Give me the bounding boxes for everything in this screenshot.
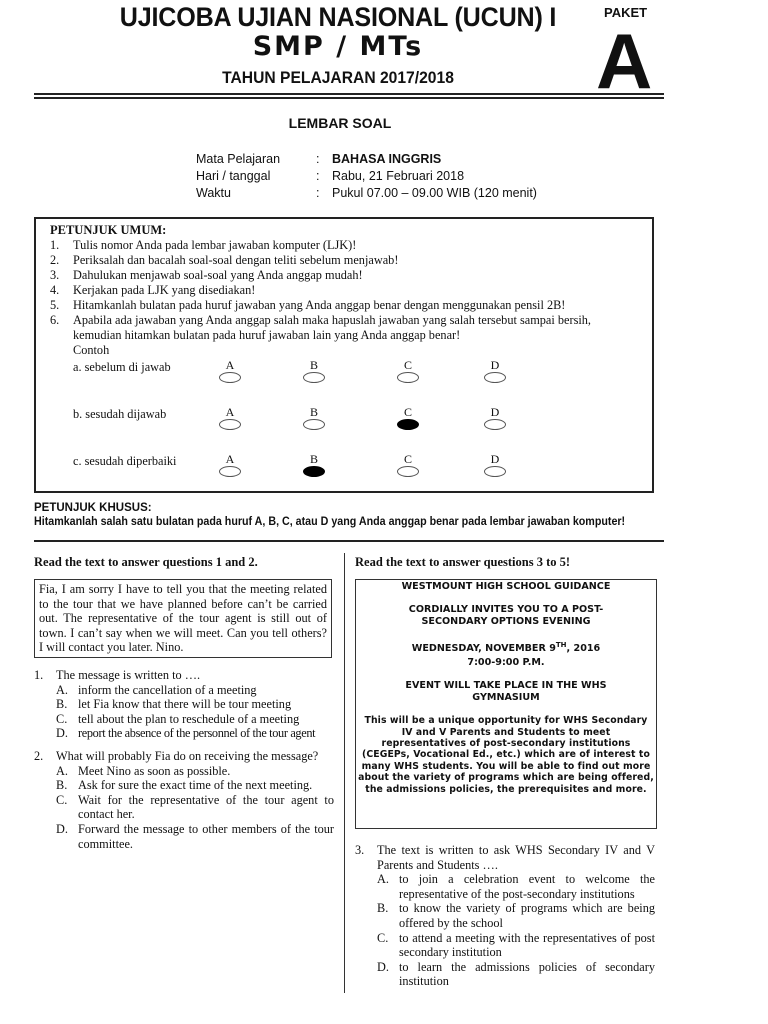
exam-title: UJICOBA UJIAN NASIONAL (UCUN) I bbox=[119, 2, 557, 32]
option-text: tell about the plan to reschedule of a meeting bbox=[78, 711, 300, 726]
instruction-text: Tulis nomor Anda pada lembar jawaban komputer (LJK)! bbox=[73, 238, 357, 252]
answer-bubble-c bbox=[396, 452, 420, 477]
bubble-letter: B bbox=[309, 358, 318, 372]
poster-date-main: WEDNESDAY, NOVEMBER 9 bbox=[411, 643, 556, 655]
empty-oval-icon bbox=[484, 419, 506, 430]
instruction-number: 5. bbox=[50, 298, 60, 312]
bubble-letter: D bbox=[490, 405, 500, 419]
option-text: Wait for the representative of the tour agent to contact her. bbox=[78, 792, 334, 822]
option-text: to know the variety of programs which are being offered by the school bbox=[399, 901, 655, 930]
question-3 bbox=[355, 843, 655, 989]
example-label: a. sebelum di jawab bbox=[73, 360, 171, 374]
option-letter: A. bbox=[56, 763, 68, 778]
answer-option-a[interactable] bbox=[355, 872, 655, 901]
instruction-number: 3. bbox=[50, 268, 60, 282]
option-letter: D. bbox=[56, 726, 68, 741]
answer-option-c[interactable] bbox=[355, 931, 655, 960]
example-row-answered bbox=[50, 405, 652, 452]
meta-value: Rabu, 21 Februari 2018 bbox=[332, 169, 465, 183]
instruction-item bbox=[50, 298, 652, 313]
empty-oval-icon bbox=[219, 372, 241, 383]
answer-bubble-c bbox=[396, 405, 420, 430]
general-instructions-box bbox=[34, 217, 654, 493]
meta-label: Waktu bbox=[196, 186, 231, 200]
answer-bubble-b bbox=[302, 405, 326, 430]
answer-option-a[interactable] bbox=[34, 683, 334, 698]
poster-date-sup: TH bbox=[555, 641, 567, 649]
column-divider bbox=[344, 553, 345, 993]
poster-invitation: CORDIALLY INVITES YOU TO A POST-SECONDARY OPTIONS EVENING bbox=[408, 604, 604, 627]
right-column bbox=[355, 555, 655, 997]
empty-oval-icon bbox=[303, 372, 325, 383]
bubble-letter: C bbox=[403, 358, 412, 372]
poster-time: 7:00-9:00 P.M. bbox=[467, 657, 545, 669]
sheet-title: LEMBAR SOAL bbox=[288, 115, 392, 131]
invitation-poster bbox=[355, 579, 657, 829]
specific-instructions-title: PETUNJUK KHUSUS: bbox=[34, 502, 152, 514]
meta-date bbox=[196, 169, 537, 186]
instruction-text: Periksalah dan bacalah soal-soal dengan teliti sebelum menjawab! bbox=[73, 253, 399, 267]
answer-bubble-d bbox=[483, 405, 507, 430]
specific-instructions-text: Hitamkanlah salah satu bulatan pada huruf A, B, C, atau D yang Anda anggap benar pada lembar jawaban komputer! bbox=[34, 516, 626, 528]
filled-oval-icon bbox=[303, 466, 325, 477]
instruction-continuation: kemudian hitamkan bulatan pada huruf jawaban lain yang Anda anggap benar! bbox=[73, 328, 461, 342]
option-text: to learn the admissions policies of secondary institution bbox=[399, 959, 655, 989]
question-stem: What will probably Fia do on receiving the message? bbox=[56, 748, 319, 763]
option-letter: C. bbox=[56, 792, 68, 807]
instruction-item bbox=[50, 283, 652, 298]
meta-colon: : bbox=[316, 152, 320, 166]
answer-bubble-c bbox=[396, 358, 420, 383]
answer-option-d[interactable] bbox=[34, 822, 334, 851]
instruction-text: Dahulukan menjawab soal-soal yang Anda anggap mudah! bbox=[73, 268, 363, 282]
instruction-item bbox=[50, 313, 652, 328]
bubble-letter: C bbox=[403, 405, 412, 419]
poster-body: This will be a unique opportunity for WHS Secondary IV and V Parents and Students to meet representatives of post-secondary institutions (CEGEPs, Vocational Ed., etc.) which are of interest to many WHS students. You will be able to find out more about the variety of programs which are being offered, the admissions policies, the prerequisites and more. bbox=[358, 715, 654, 795]
academic-year: TAHUN PELAJARAN 2017/2018 bbox=[222, 68, 454, 87]
poster-venue: EVENT WILL TAKE PLACE IN THE WHS GYMNASIUM bbox=[405, 680, 607, 704]
answer-option-b[interactable] bbox=[34, 778, 334, 793]
question-2 bbox=[34, 749, 334, 851]
bubble-letter: A bbox=[225, 405, 235, 419]
school-level: SMP / MTs bbox=[252, 31, 424, 62]
general-instructions-title: PETUNJUK UMUM: bbox=[50, 223, 167, 237]
meta-colon: : bbox=[316, 186, 320, 200]
answer-option-d[interactable] bbox=[34, 726, 334, 741]
example-row-before bbox=[50, 358, 652, 405]
poster-date bbox=[356, 639, 656, 655]
empty-oval-icon bbox=[219, 466, 241, 477]
empty-oval-icon bbox=[303, 419, 325, 430]
example-row-corrected bbox=[50, 452, 652, 499]
bubble-letter: A bbox=[225, 452, 235, 466]
answer-option-c[interactable] bbox=[34, 712, 334, 727]
question-number: 3. bbox=[355, 843, 365, 857]
answer-bubble-a bbox=[218, 452, 242, 477]
example-label: Contoh bbox=[73, 343, 110, 357]
option-text: inform the cancellation of a meeting bbox=[78, 682, 257, 697]
meta-subject bbox=[196, 152, 537, 169]
instruction-number: 6. bbox=[50, 313, 60, 327]
answer-bubble-b bbox=[302, 452, 326, 477]
bubble-letter: C bbox=[403, 452, 412, 466]
question-1 bbox=[34, 668, 334, 741]
example-label: b. sesudah dijawab bbox=[73, 407, 167, 421]
instruction-text: Apabila ada jawaban yang Anda anggap salah maka hapuslah jawaban yang salah tersebut sampai bersih, bbox=[73, 313, 591, 327]
option-letter: B. bbox=[377, 901, 389, 916]
empty-oval-icon bbox=[219, 419, 241, 430]
answer-option-b[interactable] bbox=[34, 697, 334, 712]
answer-option-c[interactable] bbox=[34, 793, 334, 822]
header-divider bbox=[34, 93, 664, 99]
section-divider bbox=[34, 540, 664, 542]
reading-instruction: Read the text to answer questions 3 to 5! bbox=[355, 555, 571, 569]
instruction-item bbox=[50, 268, 652, 283]
meta-value: Pukul 07.00 – 09.00 WIB (120 menit) bbox=[332, 186, 537, 200]
option-text: to join a celebration event to welcome the representative of the post-secondary institutions bbox=[399, 872, 655, 901]
option-letter: A. bbox=[377, 872, 389, 887]
answer-option-b[interactable] bbox=[355, 901, 655, 930]
instruction-text: Hitamkanlah bulatan pada huruf jawaban yang Anda anggap benar dengan menggunakan pensil 2B! bbox=[73, 298, 566, 312]
empty-oval-icon bbox=[484, 466, 506, 477]
empty-oval-icon bbox=[397, 372, 419, 383]
answer-bubble-d bbox=[483, 452, 507, 477]
option-text: Ask for sure the exact time of the next meeting. bbox=[78, 778, 313, 793]
answer-bubble-d bbox=[483, 358, 507, 383]
meta-value: BAHASA INGGRIS bbox=[332, 152, 442, 166]
question-number: 1. bbox=[34, 667, 44, 682]
option-letter: B. bbox=[56, 778, 68, 793]
question-stem: The text is written to ask WHS Secondary IV and V Parents and Students …. bbox=[377, 843, 655, 872]
option-letter: B. bbox=[56, 697, 68, 712]
option-text: let Fia know that there will be tour meeting bbox=[78, 697, 292, 712]
message-text-box: Fia, I am sorry I have to tell you that the meeting related to the tour that we have planned before can’t be carried out. The representative of the tour agent is still out of town. I can’t say when we will meet. Can you tell others? I will contact you later. Nino. bbox=[34, 579, 332, 658]
question-stem: The message is written to …. bbox=[56, 667, 201, 682]
meta-label: Hari / tanggal bbox=[196, 169, 271, 183]
paket-letter: A bbox=[596, 17, 653, 105]
question-number: 2. bbox=[34, 748, 44, 763]
option-letter: C. bbox=[377, 930, 389, 945]
answer-bubble-a bbox=[218, 405, 242, 430]
exam-meta bbox=[196, 152, 537, 203]
bubble-letter: D bbox=[490, 452, 500, 466]
meta-colon: : bbox=[316, 169, 320, 183]
reading-instruction: Read the text to answer questions 1 and 2. bbox=[34, 555, 258, 569]
answer-option-a[interactable] bbox=[34, 764, 334, 779]
example-label: c. sesudah diperbaiki bbox=[73, 454, 177, 468]
bubble-letter: A bbox=[225, 358, 235, 372]
instruction-item bbox=[50, 253, 652, 268]
option-letter: C. bbox=[56, 711, 68, 726]
option-text: Forward the message to other members of the tour committee. bbox=[78, 821, 334, 851]
option-text: Meet Nino as soon as possible. bbox=[78, 763, 231, 778]
option-text: to attend a meeting with the representatives of post secondary institution bbox=[399, 930, 655, 960]
instruction-number: 2. bbox=[50, 253, 60, 267]
bubble-letter: B bbox=[309, 452, 318, 466]
poster-date-year: , 2016 bbox=[566, 643, 601, 655]
bubble-letter: D bbox=[490, 358, 500, 372]
option-letter: A. bbox=[56, 682, 68, 697]
option-letter: D. bbox=[56, 821, 68, 836]
answer-option-d[interactable] bbox=[355, 960, 655, 989]
meta-time bbox=[196, 186, 537, 203]
bubble-letter: B bbox=[309, 405, 318, 419]
instruction-text: Kerjakan pada LJK yang disediakan! bbox=[73, 283, 256, 297]
paket-label: PAKET bbox=[604, 5, 648, 20]
empty-oval-icon bbox=[484, 372, 506, 383]
answer-bubble-b bbox=[302, 358, 326, 383]
left-column bbox=[34, 555, 334, 859]
empty-oval-icon bbox=[397, 466, 419, 477]
instruction-number: 1. bbox=[50, 238, 60, 252]
poster-organizer: WESTMOUNT HIGH SCHOOL GUIDANCE bbox=[401, 581, 611, 592]
option-letter: D. bbox=[377, 959, 389, 974]
answer-bubble-a bbox=[218, 358, 242, 383]
option-text: report the absence of the personnel of the tour agent bbox=[78, 726, 316, 741]
meta-label: Mata Pelajaran bbox=[196, 152, 281, 166]
instruction-number: 4. bbox=[50, 283, 60, 297]
instruction-item bbox=[50, 238, 652, 253]
filled-oval-icon bbox=[397, 419, 419, 430]
